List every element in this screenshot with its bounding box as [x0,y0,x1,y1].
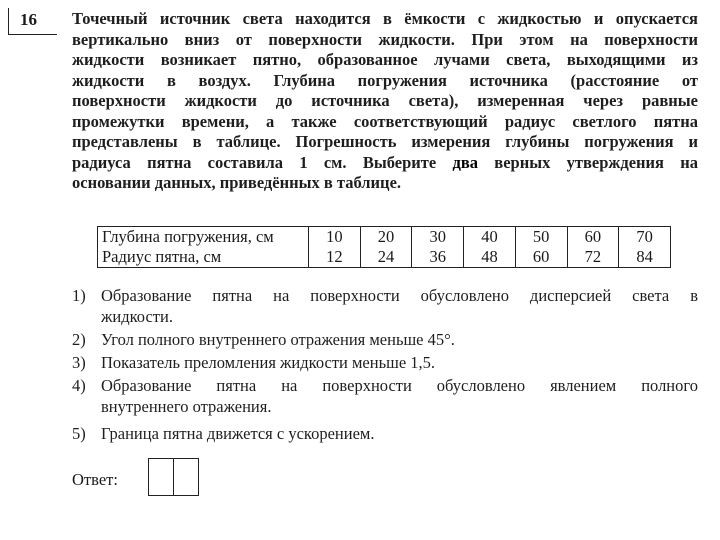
option-line: Угол полного внутреннего отражения меньше 45°. [101,330,455,349]
table-row-depth [98,227,671,248]
option-line: внутреннего отражения. [101,396,272,416]
question-stem [72,9,698,194]
table-cell: 30 [412,227,464,248]
question-number: 16 [20,10,37,29]
table-cell: 72 [567,247,619,268]
table-cell: 50 [515,227,567,248]
option-line: Показатель преломления жидкости меньше 1,5. [101,353,436,372]
answer-label: Ответ: [72,470,118,489]
stem-line: Точечный источник света находится в ёмкости с жидкостью и опускается [72,9,698,28]
option-line: жидкости. [101,306,173,326]
option-text [101,376,698,417]
option-text [101,353,698,374]
table-cell: 60 [567,227,619,248]
table-row-label: Глубина погружения, см [98,227,309,248]
stem-line: вертикально вниз от поверхности жидкости. При этом на поверхности [72,29,698,49]
table-row-label: Радиус пятна, см [98,247,309,268]
table-cell: 60 [515,247,567,268]
table-cell: 24 [360,247,412,268]
stem-line-mixed [72,153,698,174]
option-number: 1) [72,286,86,305]
option-number: 3) [72,353,86,372]
stem-line: поверхности жидкости до источника света), измеренная через равные [72,91,698,110]
option-number: 4) [72,376,86,395]
table-cell: 40 [464,227,516,248]
answer-boxes [148,458,199,496]
table-cell: 20 [360,227,412,248]
answer-box-2[interactable] [174,458,199,496]
option-line: Граница пятна движется с ускорением. [101,424,375,443]
stem-line: основании данных, приведённых в таблице. [72,173,402,192]
table-row-radius [98,247,671,268]
table-cell: 10 [309,227,361,248]
table-cell: 36 [412,247,464,268]
option-text [101,330,698,351]
stem-line: жидкости возникает пятно, образованное лучами света, выходящими из [72,50,698,69]
table-cell: 84 [619,247,671,268]
option-text [101,286,698,327]
table-cell: 12 [309,247,361,268]
emphasis-word: два [452,152,478,172]
data-table [97,226,671,268]
stem-line-part: верных утверждения на [494,152,699,172]
stem-line: промежутки времени, а также соответствующий радиус светлого пятна [72,111,698,131]
answer-box-1[interactable] [148,458,174,496]
option-line: Образование пятна на поверхности обусловлено дисперсией света в [101,286,698,305]
stem-line-part: радиуса пятна составила 1 см. Выберите [72,152,437,172]
option-number: 5) [72,424,86,443]
option-number: 2) [72,330,86,349]
table-cell: 70 [619,227,671,248]
stem-line: представлены в таблице. Погрешность измерения глубины погружения и [72,132,698,151]
stem-line: жидкости в воздух. Глубина погружения источника (расстояние от [72,70,698,90]
option-line: Образование пятна на поверхности обусловлено явлением полного [101,376,698,395]
option-text [101,424,698,445]
table-cell: 48 [464,247,516,268]
